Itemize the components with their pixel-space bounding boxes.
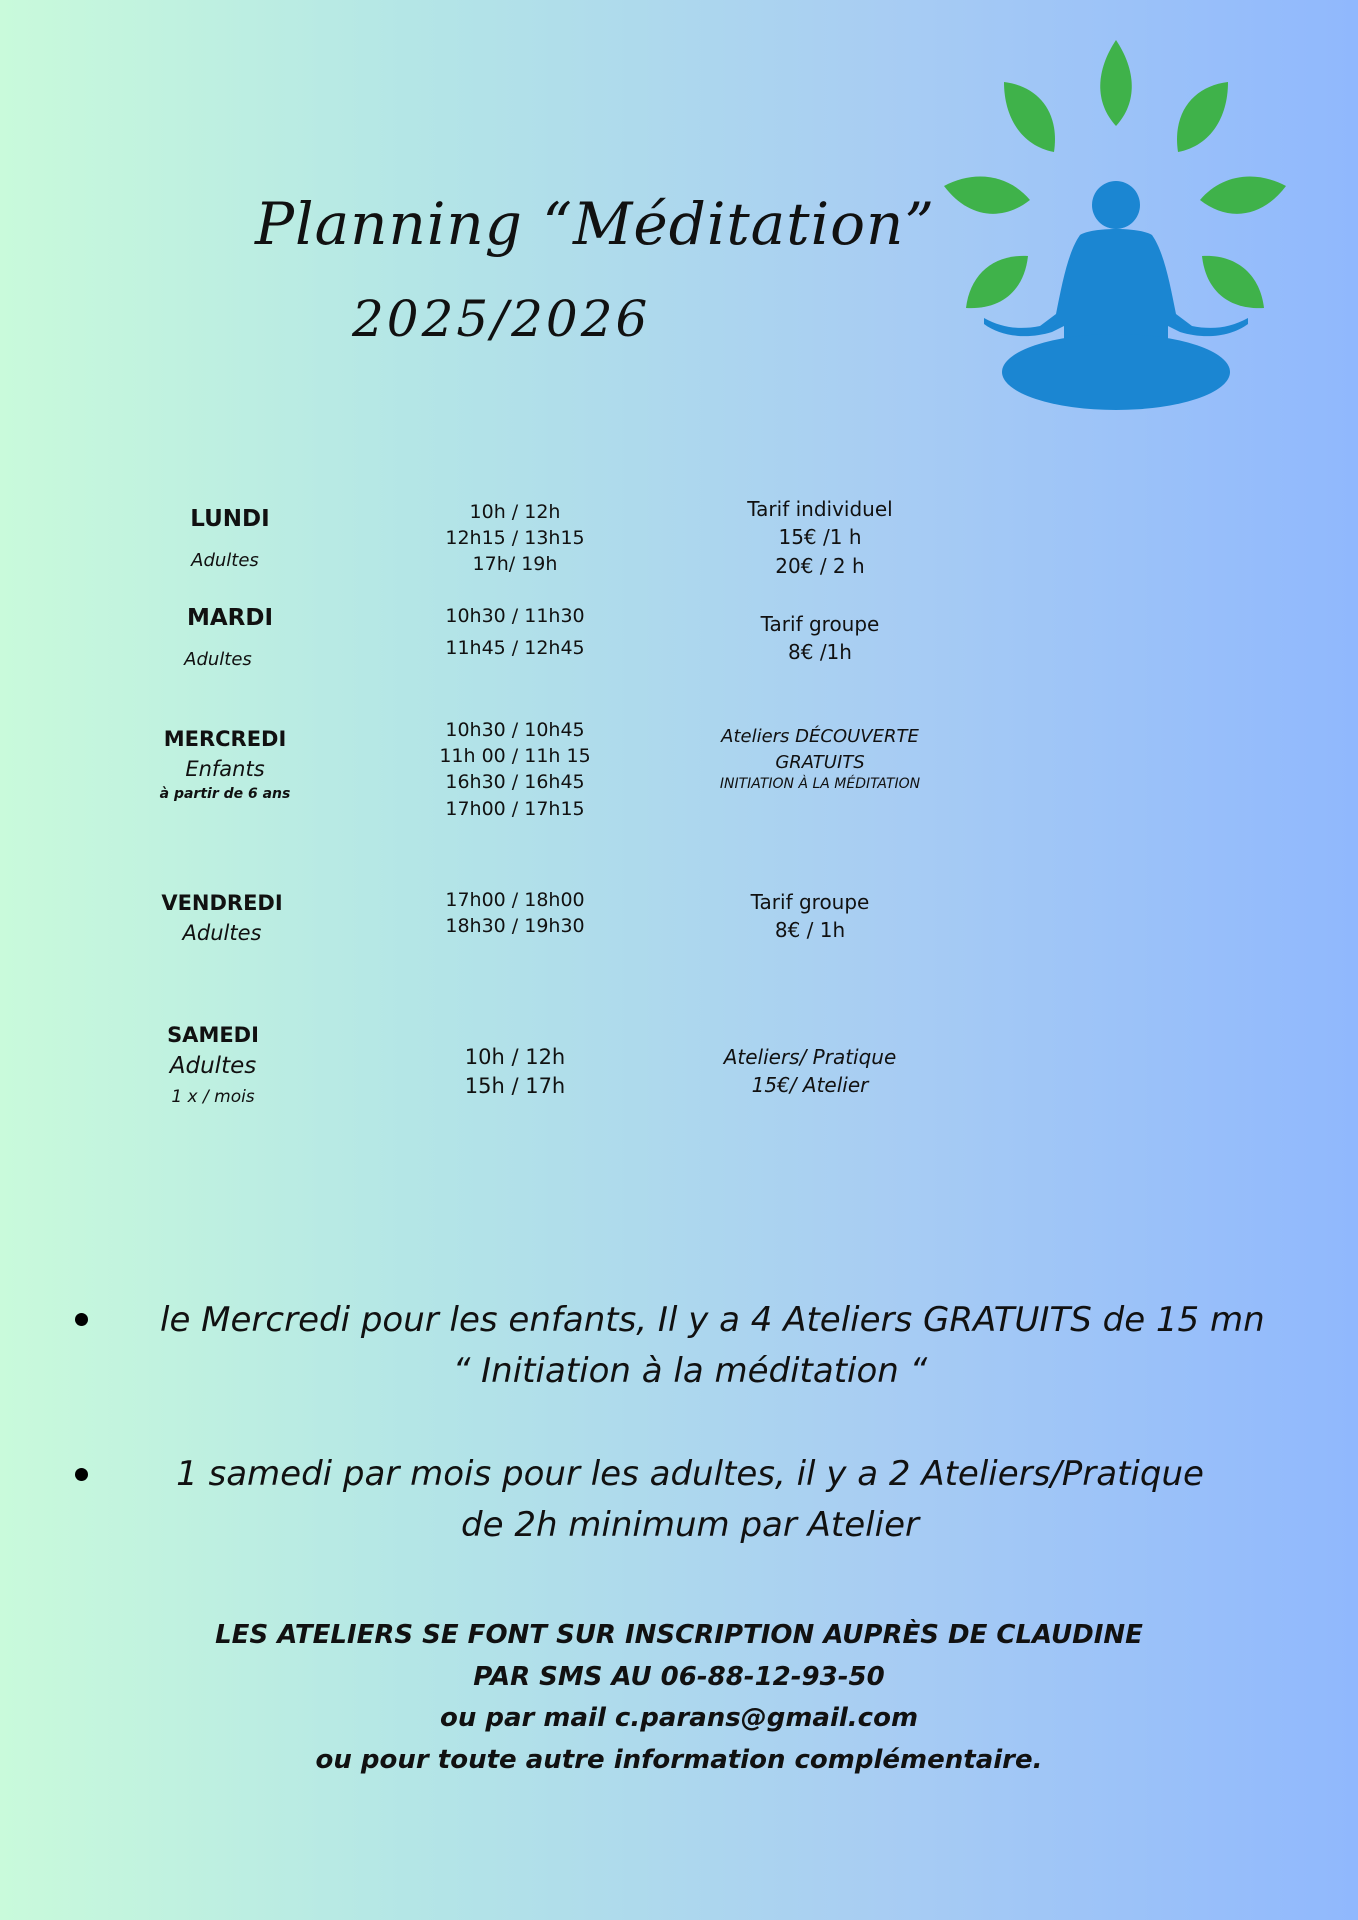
leaf-icon (1177, 82, 1228, 152)
times-mardi: 10h30 / 11h30 11h45 / 12h45 (445, 605, 585, 660)
day-mercredi: MERCREDI (163, 727, 287, 751)
leaf-icon (1100, 40, 1132, 126)
leaf-icon (1004, 82, 1055, 152)
times-lundi: 10h / 12h 12h15 / 13h15 17h/ 19h (445, 501, 585, 576)
note-mercredi: à partir de 6 ans (159, 786, 291, 802)
page-title: Planning “Méditation” (255, 190, 936, 258)
group-mardi: Adultes (184, 649, 252, 670)
pricing-vendredi: Tarif groupe 8€ / 1h (750, 890, 870, 943)
day-samedi: SAMEDI (167, 1023, 259, 1047)
times-vendredi: 17h00 / 18h00 18h30 / 19h30 (445, 889, 585, 938)
contact-footer (0, 1615, 1358, 1781)
pricing-mercredi: Ateliers DÉCOUVERTE GRATUITS INITIATION À LA MÉDITATION (719, 726, 921, 793)
footer-sms: PAR SMS AU 06-88-12-93-50 (473, 1661, 885, 1692)
day-vendredi: VENDREDI (161, 891, 283, 915)
bullet-icon (75, 1313, 88, 1326)
bullet-icon (75, 1468, 88, 1481)
note-samedi: 1 x / mois (171, 1087, 255, 1107)
group-mercredi: Enfants (185, 757, 265, 781)
leaf-icon (944, 177, 1030, 214)
group-samedi: Adultes (169, 1053, 257, 1079)
footer-email[interactable]: ou par mail c.parans@gmail.com (439, 1703, 919, 1734)
pricing-lundi: Tarif individuel 15€ /1 h 20€ / 2 h (747, 497, 893, 578)
pricing-mardi: Tarif groupe 8€ /1h (760, 612, 880, 665)
group-vendredi: Adultes (182, 921, 262, 945)
bullet-samedi: 1 samedi par mois pour les adultes, il y a 2 Ateliers/Pratique de 2h minimum par Atelier (176, 1454, 1204, 1545)
leaf-icon (1200, 177, 1286, 214)
leaf-icon (966, 256, 1028, 308)
bullet-mercredi: le Mercredi pour les enfants, Il y a 4 Ateliers GRATUITS de 15 mn “ Initiation à la méditation “ (160, 1300, 1265, 1391)
page-year: 2025/2026 (352, 290, 651, 348)
day-lundi: LUNDI (190, 506, 270, 532)
pricing-samedi: Ateliers/ Pratique 15€/ Atelier (723, 1045, 897, 1098)
leaf-icon (1202, 256, 1264, 308)
footer-info: ou pour toute autre information complémentaire. (315, 1744, 1043, 1775)
group-lundi: Adultes (191, 550, 259, 571)
day-mardi: MARDI (186, 605, 274, 631)
meditation-icon (930, 30, 1300, 430)
times-mercredi: 10h30 / 10h45 11h 00 / 11h 15 16h30 / 16h45 17h00 / 17h15 (439, 719, 591, 820)
footer-registration: LES ATELIERS SE FONT SUR INSCRIPTION AUPRÈS DE CLAUDINE (215, 1620, 1143, 1650)
times-samedi: 10h / 12h 15h / 17h (464, 1045, 566, 1098)
